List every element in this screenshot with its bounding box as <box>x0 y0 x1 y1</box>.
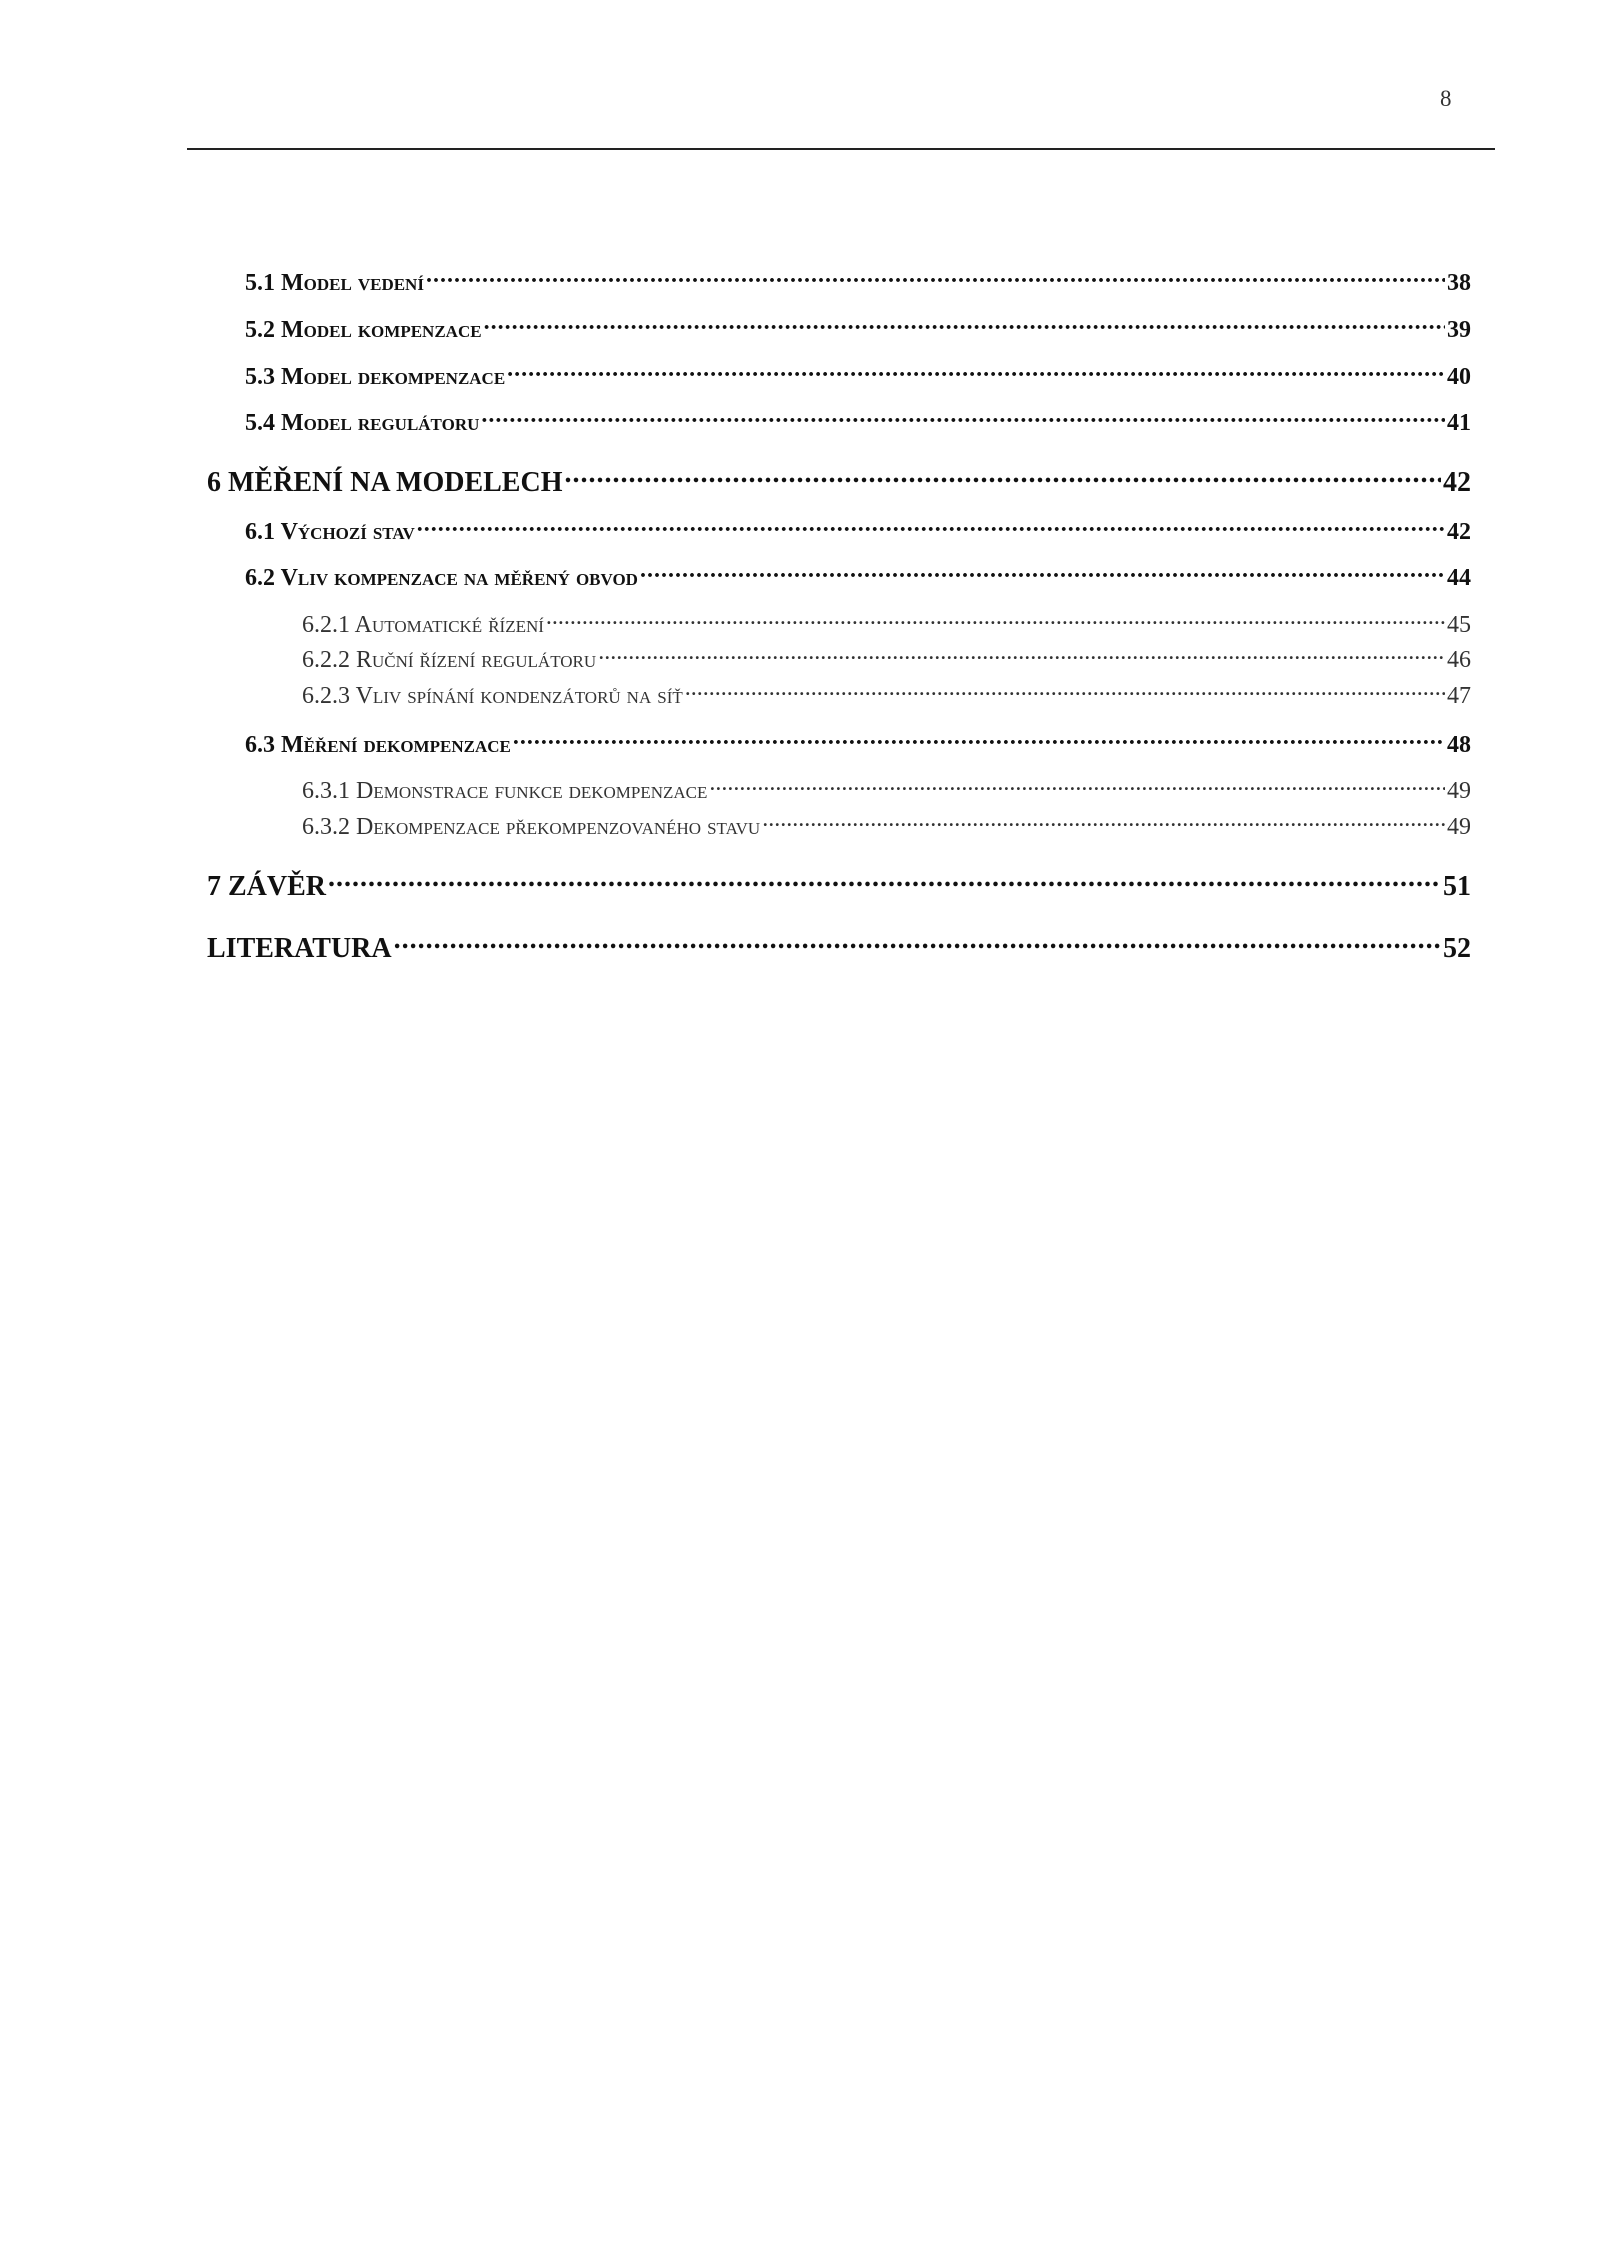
toc-entry-5-3[interactable] <box>245 360 1471 391</box>
toc-entry-title: 5.2 Model kompenzace <box>245 317 482 343</box>
toc-entry-title: 6.3.1 Demonstrace funkce dekompenzace <box>302 778 708 804</box>
toc-entry-page: 49 <box>1447 778 1471 804</box>
dot-leader <box>762 810 1445 834</box>
toc-entry-title: LITERATURA <box>207 933 392 964</box>
toc-entry-title: 6.2 Vliv kompenzace na měřený obvod <box>245 565 638 591</box>
toc-entry-6-3-2[interactable] <box>302 810 1471 841</box>
toc-entry-page: 45 <box>1447 612 1471 638</box>
dot-leader <box>685 679 1445 703</box>
toc-entry-page: 48 <box>1447 732 1471 758</box>
toc-entry-page: 42 <box>1443 467 1471 498</box>
toc-entry-title: 6 MĚŘENÍ NA MODELECH <box>207 467 563 498</box>
dot-leader <box>507 360 1445 384</box>
dot-leader <box>546 608 1445 632</box>
toc-entry-6-3[interactable] <box>245 728 1471 759</box>
page-number: 8 <box>1440 86 1452 111</box>
toc-entry-page: 39 <box>1447 317 1471 343</box>
dot-leader <box>709 774 1445 798</box>
dot-leader <box>417 515 1445 539</box>
toc-entry-6-2-1[interactable] <box>302 608 1471 639</box>
toc-entry-6-2[interactable] <box>245 561 1471 592</box>
dot-leader <box>513 728 1445 752</box>
toc-entry-page: 38 <box>1447 270 1471 296</box>
toc-entry-page: 44 <box>1447 565 1471 591</box>
toc-entry-page: 40 <box>1447 364 1471 390</box>
dot-leader <box>598 643 1445 667</box>
toc-entry-7[interactable] <box>207 867 1471 903</box>
toc-entry-page: 47 <box>1447 683 1471 709</box>
dot-leader <box>328 867 1441 895</box>
toc-entry-title: 5.1 Model vedení <box>245 270 424 296</box>
dot-leader <box>481 406 1445 430</box>
toc-entry-title: 6.2.3 Vliv spínání kondenzátorů na síť <box>302 683 683 709</box>
dot-leader <box>564 463 1441 491</box>
toc-entry-6[interactable] <box>207 463 1471 499</box>
toc-entry-title: 5.4 Model regulátoru <box>245 410 480 436</box>
toc-entry-page: 42 <box>1447 519 1471 545</box>
toc-entry-page: 46 <box>1447 647 1471 673</box>
toc-entry-title: 6.2.1 Automatické řízení <box>302 612 544 638</box>
dot-leader <box>484 313 1445 337</box>
toc-entry-5-4[interactable] <box>245 406 1471 437</box>
toc-entry-title: 7 ZÁVĚR <box>207 871 327 902</box>
dot-leader <box>394 929 1441 957</box>
dot-leader <box>426 266 1445 290</box>
toc-entry-title: 5.3 Model dekompenzace <box>245 364 506 390</box>
toc-entry-title: 6.1 Výchozí stav <box>245 519 415 545</box>
toc-entry-page: 52 <box>1443 933 1471 964</box>
toc-entry-title: 6.3.2 Dekompenzace překompenzovaného stavu <box>302 814 761 840</box>
toc-entry-literatura[interactable] <box>207 929 1471 965</box>
toc-entry-page: 49 <box>1447 814 1471 840</box>
toc-entry-6-3-1[interactable] <box>302 774 1471 805</box>
toc-entry-title: 6.3 Měření dekompenzace <box>245 732 511 758</box>
toc-entry-page: 41 <box>1447 410 1471 436</box>
toc-entry-6-1[interactable] <box>245 515 1471 546</box>
toc-entry-page: 51 <box>1443 871 1471 902</box>
toc-entry-5-2[interactable] <box>245 313 1471 344</box>
toc-entry-5-1[interactable] <box>245 266 1471 297</box>
toc-entry-6-2-3[interactable] <box>302 679 1471 710</box>
toc-entry-title: 6.2.2 Ruční řízení regulátoru <box>302 647 597 673</box>
toc-entry-6-2-2[interactable] <box>302 643 1471 674</box>
dot-leader <box>640 561 1445 585</box>
